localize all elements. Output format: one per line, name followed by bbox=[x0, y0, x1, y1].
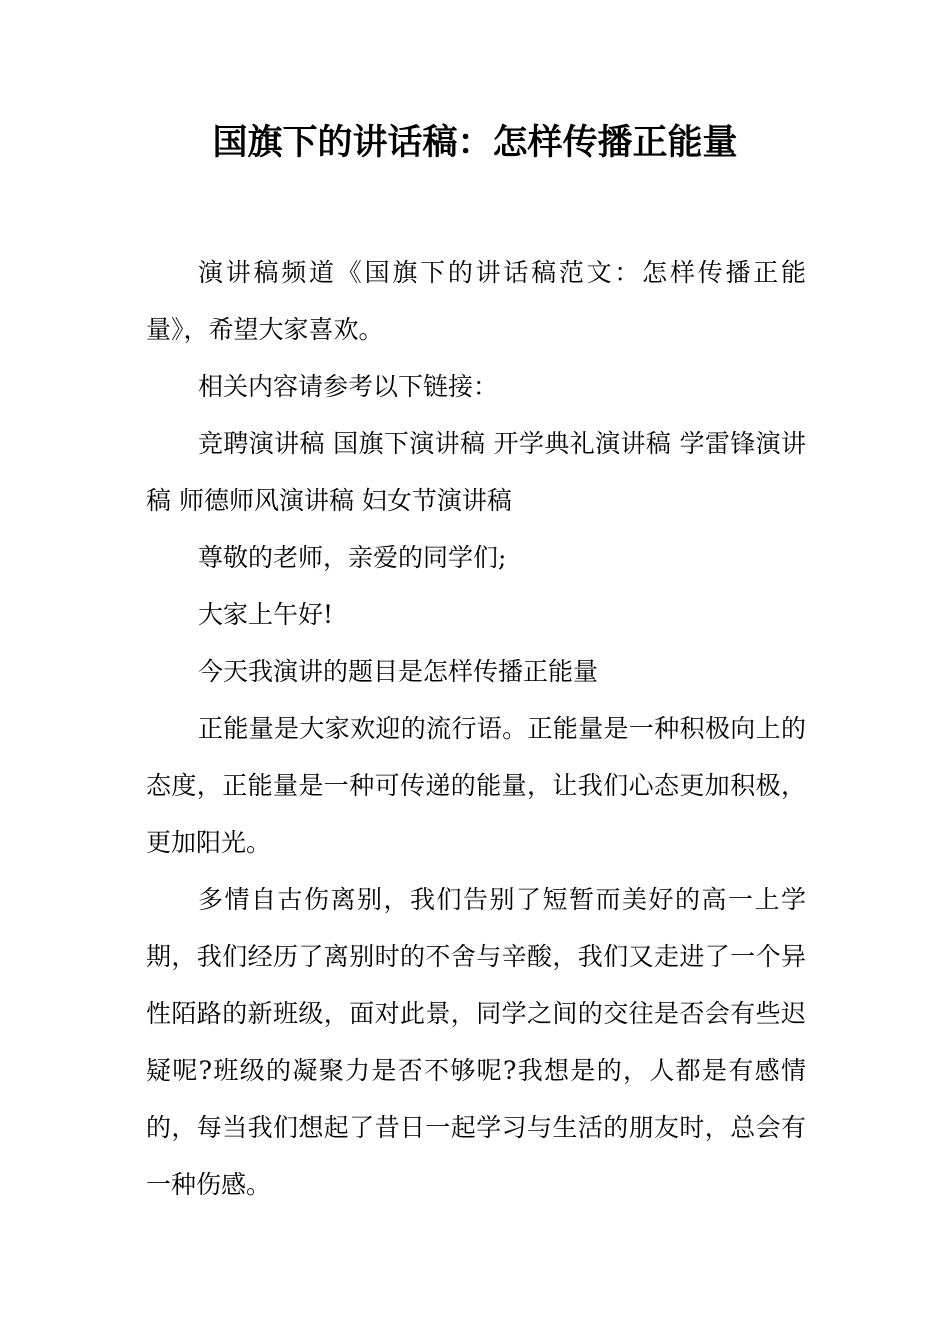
paragraph-topic: 今天我演讲的题目是怎样传播正能量 bbox=[198, 657, 599, 686]
document-body bbox=[146, 244, 806, 1213]
paragraph-intro: 演讲稿频道《国旗下的讲话稿范文：怎样传播正能量》，希望大家喜欢。 bbox=[146, 258, 806, 344]
paragraph-greeting: 大家上午好! bbox=[198, 600, 334, 629]
paragraph-body-2: 多情自古伤离别，我们告别了短暂而美好的高一上学期，我们经历了离别时的不舍与辛酸，我们又走进了一个异性陌路的新班级，面对此景，同学之间的交往是否会有些迟疑呢?班级的凝聚力是否不够呢?我想是的，人都是有感情的，每当我们想起了昔日一起学习与生活的朋友时，总会有一种伤感。 bbox=[146, 885, 806, 1199]
paragraph-body-1: 正能量是大家欢迎的流行语。正能量是一种积极向上的态度，正能量是一种可传递的能量，让我们心态更加积极，更加阳光。 bbox=[146, 714, 806, 857]
paragraph-salutation: 尊敬的老师，亲爱的同学们; bbox=[198, 543, 507, 572]
document-title: 国旗下的讲话稿：怎样传播正能量 bbox=[212, 123, 738, 163]
paragraph-links-heading: 相关内容请参考以下链接： bbox=[198, 372, 499, 401]
paragraph-links: 竞聘演讲稿 国旗下演讲稿 开学典礼演讲稿 学雷锋演讲稿 师德师风演讲稿 妇女节演讲稿 bbox=[146, 429, 806, 515]
